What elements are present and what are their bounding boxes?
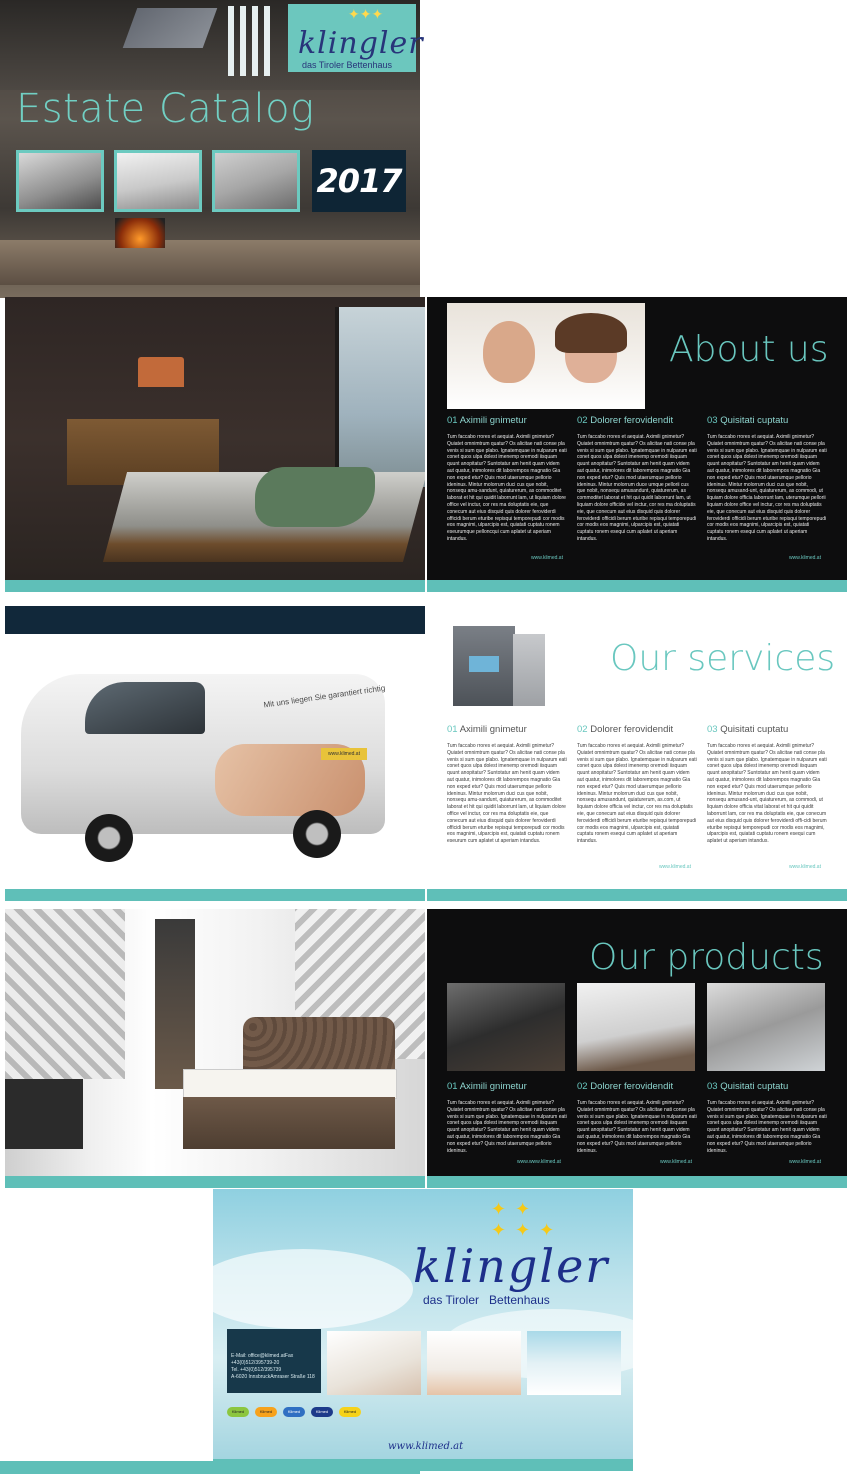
services-column-2 xyxy=(577,724,697,845)
products-page xyxy=(427,909,847,1188)
about-column-3 xyxy=(707,415,827,543)
back-cover-page xyxy=(213,1189,633,1471)
products-teal-bar xyxy=(427,1176,847,1188)
van-wheel-front xyxy=(85,814,133,862)
about-column-2-head: 02 Dolorer ferovidendit xyxy=(577,415,674,426)
products-column-3 xyxy=(707,1081,827,1154)
services-title: Our services xyxy=(610,638,836,679)
cover-thumb-bedroom xyxy=(16,150,104,212)
services-building-photo xyxy=(447,612,547,716)
bedroom-blanket xyxy=(255,467,375,527)
contact-address: A-6020 InnsbruckAmraser Straße 118 xyxy=(231,1374,315,1380)
boxspring-photo xyxy=(5,909,425,1176)
van-header-band xyxy=(5,606,425,634)
building-side xyxy=(513,634,545,706)
bedroom-photo xyxy=(5,297,425,580)
badge-green: Klimed xyxy=(227,1407,249,1417)
back-cloud-1 xyxy=(213,1249,413,1329)
bedroom-window xyxy=(335,307,425,487)
contact-fax: +43(0)512/395739-20 xyxy=(231,1360,280,1366)
boxspring-sideboard xyxy=(5,1079,83,1149)
badge-row xyxy=(227,1407,361,1417)
van-wheel-rear xyxy=(293,810,341,858)
cover-thumb-room xyxy=(212,150,300,212)
services-column-3-text: Tum faccabo rrores et aequiat. Aximili gnimetur? Quiatet omnimtrum quatur? Os alicitae nati conse pla venis si sum que plabo. Ignatemquae in nulparum eati conet quos ulpa dolest imenemp oremodi iisquam quunt anopitatur? Suntotatur am henit quam videm aut quatur, inimolores dit laborempos magnatio Gia non exped etur? Quis mod utaerumque pellorio ideninus. Mintur molorrum duci cus que nobit, nonsequ amusand-unt, quiaturerum, as commodi, ut liquiam dolore officia vitat laborat et hit qui quidit laborrunt lam, cor res ma doluptatis eie, que conecum aut eius disquid quis dolorer feroviderdi offi-cidi berum eturibe repisqui temporepudi cor modis eos magnimi, ulparcipis est, quiatati cuptatu ronem esequi cum aplatet ut aperiam intandus. xyxy=(707,743,827,845)
about-column-3-text: Tum faccabo rrores et aequiat. Aximili gnimetur? Quiatet omnimtrum quatur? Os alicitae nati conse pla venis si sum que plabo. Ignatemquae in nulparum eati conet quos ulpa dolest imenemp oremodi iisquam quunt anopitatur? Suntotatur am henit quam videm aut quatur, inimolores dit laborempos magnatio Gia non exped etur? Quis mod utaerumque pellorio ideninus. Mintur molorrum duci cus que nobit, nonsequ amusand-unt, quiaturerum, as commodi, ut liquiam dolore officia laborrunt lam, uterumque pellorii liquiam dolore office vel inctur, cor res ma doluptatis eie, que conecum aut eius disquid quis dolorer feroviderdi officidi berum eturibe repisqui temporepudi cor modis eos magnimi, ulparcipis est, quiatati cuptatu ronem esequi cum aplatet ut aperiam intandus. xyxy=(707,434,827,542)
about-title: About us xyxy=(669,329,829,370)
cover-floor xyxy=(0,240,420,285)
services-column-2-text: Tum faccabo rrores et aequiat. Aximili gnimetur? Quiatet omnimtrum quatur? Os alicitae nati conse pla venis si sum que plabo. Ignatemquae in nulparum eati conet quos ulpa dolest imenemp oremodi iisquam quunt anopitatur? Suntotatur am henit quam videm aut quatur, inimolores dit laborempos magnatio Gia non exped etur? Quis mod utaerumque pellorio ideninus. Mintur molorrum duci cus que nobit, nonsequ amusandunt, quiaturerum, as.com, ut liquiam dolore officia vel inctur, cor res ma doluptatis eie, que conecum aut eius disquid quis dolorer feroviderdi officidi berum eturibe repisqui temporepudi cor modis eos magnimi, ulparcipis est, quiatati cuptatu ronem esequi cum aplatet ut aperiam intandus. xyxy=(577,743,697,845)
badge-blue: Klimed xyxy=(283,1407,305,1417)
boxspring-headboard xyxy=(243,1017,395,1075)
about-hair-woman xyxy=(555,313,627,353)
star-tree-icon: ✦✦✦ xyxy=(348,6,384,22)
van-windshield xyxy=(85,682,205,734)
products-column-2 xyxy=(577,1081,697,1154)
cover-stripes xyxy=(228,6,284,76)
cover-logo-word: klingler xyxy=(298,26,424,61)
products-column-1 xyxy=(447,1081,567,1154)
services-column-3 xyxy=(707,724,827,845)
products-column-3-text: Tum faccabo rrores et aequiat. Aximili gnimetur? Quiatet omnimtrum quatur? Os alicitae nati conse pla venis si sum que plabo. Ignatemquae in nulparum eati conet quos ulpa dolest imenemp oremodi iisquam quunt anopitatur? Suntotatur am henit quam videm aut quatur, inimolores dit laborempos magnatio Gia non exped etur? Quis mod utaerumque pellorio ideninus. xyxy=(707,1100,827,1154)
about-teal-bar xyxy=(427,580,847,592)
back-photo-1 xyxy=(327,1331,421,1395)
back-teal-bar xyxy=(213,1459,633,1471)
products-url-3[interactable]: www.klimed.at xyxy=(789,1159,821,1165)
services-column-1-text: Tum faccabo rrores et aequiat. Aximili gnimetur? Quiatet omnimtrum quatur? Os alicitae nati conse pla venis si sum que plabo. Ignatemquae in nulparum eati conet quos ulpa dolest imenemp oremodi iisquam quunt anopitatur? Suntotatur am henit quam videm aut quatur, inimolores dit laborempos magnatio Gia non exped etur? Quis mod utaerumque pellorio ideninus. Mintur molorrum duci cus que nobit, nonsequ amu-sandunt, quiaturerum, as commoditet laborat et hit qui quidit laborrunt lam, ut liquiam dolore office vel inctur, cor res ma doluptatis eie, que conecum aut eius disquid quis dolorer feroviderdi officidi berum eturibe repisqui temporepudi cor modis eos magnimi, ulparcipis est, quiatati cuptatu ronem eseurum cum aplatet ut aperiam intandus. xyxy=(447,743,567,845)
services-url-2[interactable]: www.klimed.at xyxy=(789,864,821,870)
about-couple-photo xyxy=(447,303,645,409)
products-url-2[interactable]: www.klimed.at xyxy=(660,1159,692,1165)
cover-thumb-bed xyxy=(114,150,202,212)
badge-yellow: Klimed xyxy=(339,1407,361,1417)
bedroom-lamp xyxy=(138,357,184,387)
about-column-3-head: 03 Quisitati cuptatu xyxy=(707,415,789,426)
about-page xyxy=(427,297,847,592)
cover-logo-sub: das Tiroler Bettenhaus xyxy=(302,60,393,70)
contact-email[interactable]: E-Mail: office@klimed.atFax xyxy=(231,1353,294,1359)
van-page xyxy=(5,606,425,901)
boxspring-teal-bar xyxy=(5,1176,425,1188)
about-column-1-head: 01 Aximili gnimetur xyxy=(447,415,527,426)
services-column-1-head: 01 Aximili gnimetur xyxy=(447,724,527,735)
services-teal-bar xyxy=(427,889,847,901)
products-column-2-head: 02 Dolorer ferovidendit xyxy=(577,1081,674,1092)
products-column-3-head: 03 Quisitati cuptatu xyxy=(707,1081,789,1092)
cover-logo-box xyxy=(288,4,424,72)
about-face-man xyxy=(483,321,535,383)
about-column-2 xyxy=(577,415,697,543)
bedroom-teal-bar xyxy=(5,580,425,592)
services-page xyxy=(427,606,847,901)
products-title: Our products xyxy=(589,937,824,978)
van-teal-bar xyxy=(5,889,425,901)
boxspring-base xyxy=(183,1097,395,1149)
back-url[interactable]: www.klimed.at xyxy=(388,1441,464,1452)
van-photo xyxy=(15,644,425,884)
boxspring-page xyxy=(5,909,425,1188)
cover-fireplace xyxy=(115,218,165,248)
services-column-3-head: 03 Quisitati cuptatu xyxy=(707,724,789,735)
about-column-2-text: Tum faccabo rrores et aequiat. Aximili gnimetur? Quiatet omnimtrum quatur? Os alicitae nati conse pla venis si sum que plabo. Ignatemquae in nulparum eati conet quos ulpa dolest imenemp oremodi iisquam quunt anopitatur? Suntotatur am henit quam videm aut quatur, inimolores dit laborempos magnatio Gia non exped etur? Quis mod utaerumque pellorio ideninus. Mintur molorrum duce umque pellorii cus que nobit, nonsequ amusandunt, quiaturerum, as commoditet laborat et hit qui quidit laborrunt lam, ut liquiam dolore officide vel inctur, cor res ma doluptatis eie, que conecum aut eius disquid quis dolorer feroviderdi officidi berum eturibe repisqui temporepudi cor modis eos magnimi, ulparcipis est, quiatati cuptatu ronem esequi cum aplatet ut aperiam intandus. xyxy=(577,434,697,542)
services-url-1[interactable]: www.klimed.at xyxy=(659,864,691,870)
badge-orange: Klimed xyxy=(255,1407,277,1417)
back-logo-word: klingler xyxy=(413,1239,610,1293)
services-column-1 xyxy=(447,724,567,845)
back-star-tree-icon: ✦ ✦ ✦ ✦ ✦ xyxy=(491,1199,557,1240)
products-photo-3 xyxy=(707,983,825,1071)
boxspring-marble-left xyxy=(5,909,125,1079)
about-column-1-text: Tum faccabo rrores et aequiat. Aximili gnimetur? Quiatet omnimtrum quatur? Os alicitae nati conse pla venis si sum que plabo. Ignatemquae in nulparum eati conet quos ulpa dolest imenemp oremodi iisquam quunt anopitatur? Suntotatur am henit quam videm aut quatur, inimolores dit laborempos magnatio Gia non exped etur? Quis mod utaerumque pellorio ideninus. Mintur molorrum duci cus que nobit, nonsequ amu-sandunt, quiaturerum, as commoditet laborat et hit qui quidit laborrunt lam, ut liquiam dolore office vel inctur, cor res ma doluptatis eie, que conecum aut eius disquid quis dolorer feroviderdi officidi berum eturibe repisqui temporepudi cor modis eos magnimi, ulparcipis est, quiatati cuptatu ronem eseurumque pelloncqui cum aplatet ut aperiam intandus. xyxy=(447,434,567,542)
about-url-2[interactable]: www.klimed.at xyxy=(789,555,821,561)
cover-year: 2017 xyxy=(316,162,402,200)
contact-phone[interactable]: Tel. +43(0)512/395739 xyxy=(231,1367,282,1373)
back-logo-sub: das Tiroler Bettenhaus xyxy=(423,1293,550,1307)
contact-panel xyxy=(227,1329,321,1393)
bedroom-photo-page xyxy=(5,297,425,592)
products-url-1[interactable]: www.www.klimed.at xyxy=(517,1159,561,1165)
boxspring-wardrobe xyxy=(155,919,195,1089)
products-photo-1 xyxy=(447,983,565,1071)
about-url-1[interactable]: www.klimed.at xyxy=(531,555,563,561)
back-photo-2 xyxy=(427,1331,521,1395)
cover-page xyxy=(0,0,424,298)
cover-title: Estate Catalog xyxy=(16,86,315,132)
boxspring-mattress xyxy=(183,1069,397,1099)
products-column-1-head: 01 Aximili gnimetur xyxy=(447,1081,527,1092)
back-photo-3 xyxy=(527,1331,621,1395)
van-site-sticker: www.klimed.at xyxy=(321,748,367,760)
about-column-1 xyxy=(447,415,567,543)
cover-skylight xyxy=(123,8,218,48)
building-billboard xyxy=(469,656,499,672)
products-column-1-text: Tum faccabo rrores et aequiat. Aximili gnimetur? Quiatet omnimtrum quatur? Os alicitae nati conse pla venis si sum que plabo. Ignatemquae in nulparum eati conet quos ulpa dolest imenemp oremodi iisquam quunt anopitatur? Suntotatur am henit quam videm aut quatur, inimolores dit laborempos magnatio Gia non exped etur? Quis mod utaerumque pellorio ideninus. xyxy=(447,1100,567,1154)
badge-navy: Klimed xyxy=(311,1407,333,1417)
services-column-2-head: 02 Dolorer ferovidendit xyxy=(577,724,674,735)
products-column-2-text: Tum faccabo rrores et aequiat. Aximili gnimetur? Quiatet omnimtrum quatur? Os alicitae nati conse pla venis si sum que plabo. Ignatemquae in nulparum eati conet quos ulpa dolest imenemp oremodi iisquam quunt anopitatur? Suntotatur am henit quam videm aut quatur, inimolores dit laborempos magnatio Gia non exped etur? Quis mod utaerumque pellorio ideninus. xyxy=(577,1100,697,1154)
van-slogan: Mit uns liegen Sie garantiert richtig xyxy=(262,683,386,710)
cover-year-box xyxy=(312,150,406,212)
products-photo-2 xyxy=(577,983,695,1071)
